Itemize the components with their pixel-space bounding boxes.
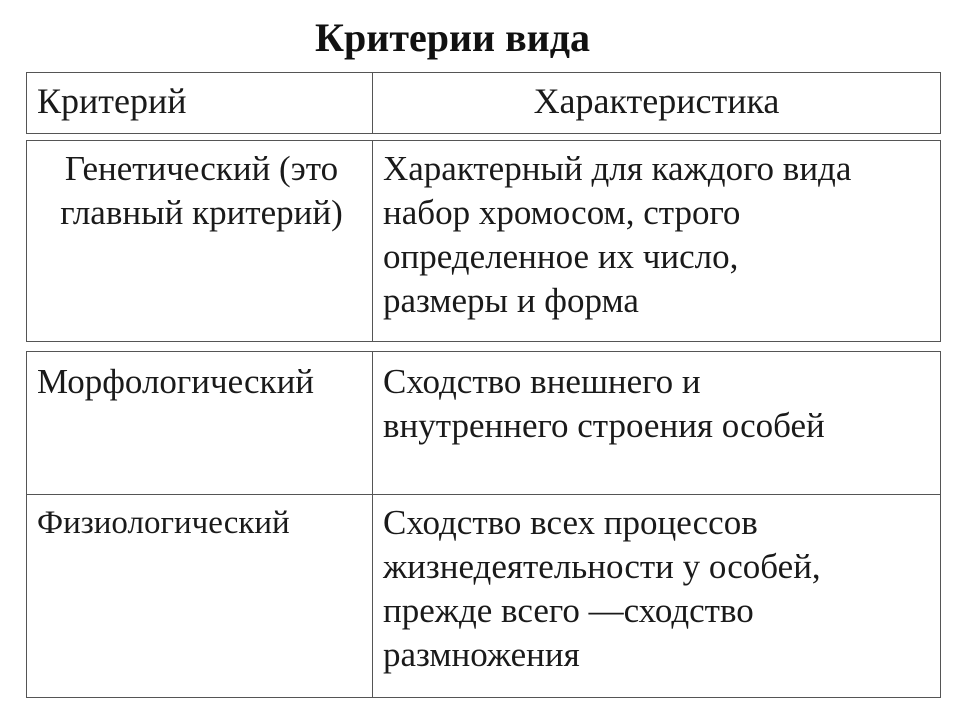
characteristic-line: Сходство внешнего и bbox=[383, 362, 701, 401]
table-section-genetic bbox=[26, 140, 941, 342]
header-row bbox=[27, 73, 940, 133]
criterion-cell bbox=[27, 495, 373, 697]
characteristic-cell bbox=[373, 141, 940, 341]
criterion-cell bbox=[27, 141, 373, 341]
characteristic-line: набор хромосом, строго bbox=[383, 193, 741, 232]
characteristic-line: Сходство всех процессов bbox=[383, 503, 758, 542]
characteristic-line: прежде всего —сходство bbox=[383, 591, 754, 630]
characteristic-line: размножения bbox=[383, 635, 580, 674]
characteristic-line: определенное их число, bbox=[383, 237, 739, 276]
criterion-line: Физиологический bbox=[37, 505, 290, 541]
criterion-line: главный критерий) bbox=[60, 193, 343, 232]
criterion-line: Морфологический bbox=[37, 362, 315, 401]
criterion-line: Генетический (это bbox=[64, 149, 339, 188]
criterion-cell bbox=[27, 352, 373, 494]
page-title: Критерии вида bbox=[315, 15, 590, 60]
header-characteristic: Характеристика bbox=[533, 81, 780, 121]
characteristic-line: внутреннего строения особей bbox=[383, 406, 825, 445]
table-section-morph-phys bbox=[26, 351, 941, 698]
characteristic-line: размеры и форма bbox=[383, 281, 639, 320]
table-row bbox=[27, 352, 940, 495]
characteristic-cell bbox=[373, 495, 940, 697]
header-criterion: Критерий bbox=[27, 73, 373, 133]
table-row bbox=[27, 495, 940, 697]
characteristic-cell bbox=[373, 352, 940, 494]
characteristic-line: жизнедеятельности у особей, bbox=[383, 547, 821, 586]
table-header bbox=[26, 72, 941, 134]
table-row bbox=[27, 141, 940, 341]
characteristic-line: Характерный для каждого вида bbox=[383, 149, 852, 188]
